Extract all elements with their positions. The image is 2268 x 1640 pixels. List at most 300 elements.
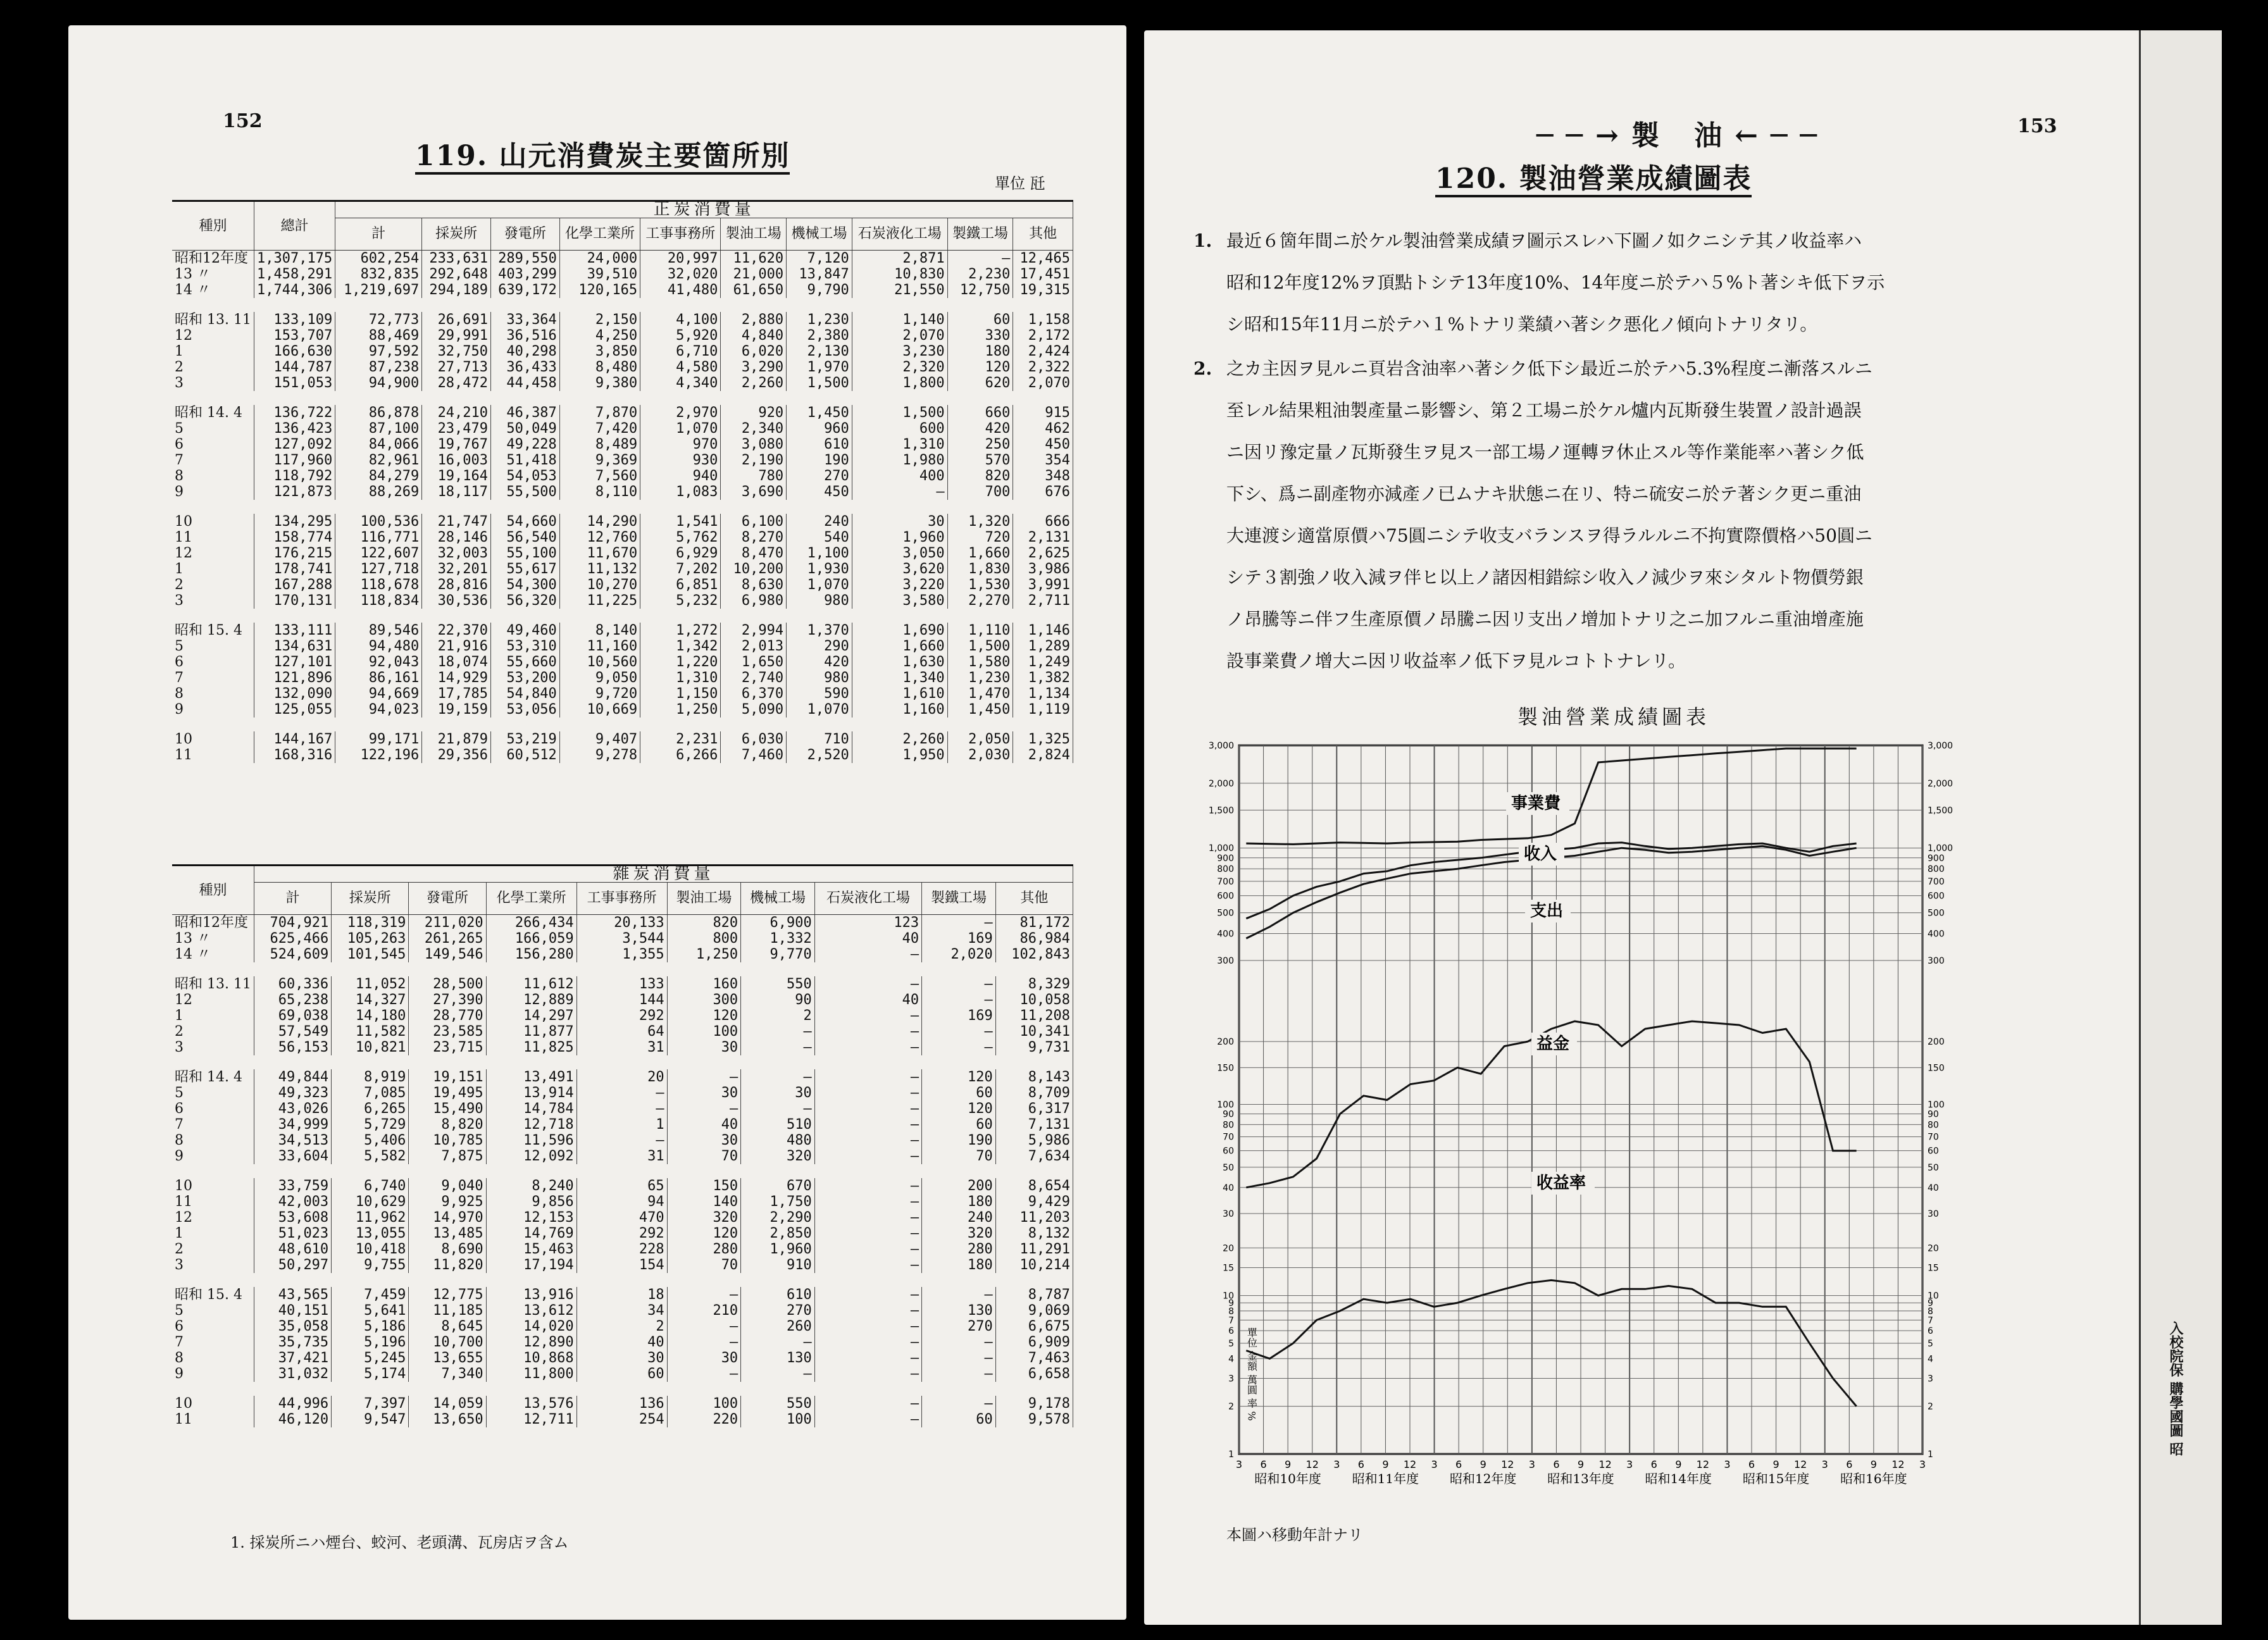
table-cell: 8,470 (721, 545, 787, 561)
group-header-regular: 正炭消費量 (335, 201, 1073, 218)
table-cell: — (814, 1287, 921, 1303)
table-cell: 920 (721, 405, 787, 421)
table-cell: 1,530 (947, 577, 1013, 593)
table-cell: 144,787 (254, 359, 335, 375)
table-cell: — (741, 1040, 815, 1055)
table-cell: 1,744,306 (254, 282, 335, 298)
table-cell: 100,536 (335, 514, 422, 530)
y-tick-label: 60 (1223, 1146, 1234, 1157)
table-cell: — (922, 1287, 996, 1303)
table-cell: 7,340 (409, 1366, 486, 1382)
table-cell: 550 (741, 1396, 815, 1412)
table-cell: 54,053 (491, 468, 560, 484)
y-tick-label-right: 8 (1928, 1306, 1933, 1317)
y-tick-label-right: 90 (1928, 1109, 1939, 1120)
table-cell: 56,320 (491, 593, 560, 609)
table-cell: 8,480 (559, 359, 640, 375)
table-cell: 55,617 (491, 561, 560, 577)
table-cell: 29,991 (422, 328, 491, 344)
table-cell: 3,620 (852, 561, 947, 577)
table-cell: 292 (576, 1008, 667, 1024)
col-m-2: 發電所 (409, 883, 486, 915)
x-tick-label: 9 (1675, 1458, 1682, 1470)
table-cell: 1,980 (852, 452, 947, 468)
table-cell: 160 (667, 976, 741, 992)
table-cell: 2,190 (721, 452, 787, 468)
table-cell: 280 (922, 1241, 996, 1257)
table-row (172, 328, 1073, 344)
row-label: 9 (172, 1148, 254, 1164)
table-cell: 8,654 (995, 1178, 1073, 1194)
row-label: 11 (172, 747, 254, 763)
table-cell: 1,500 (947, 638, 1013, 654)
table-cell: 9,407 (559, 731, 640, 747)
table-cell: 1,250 (640, 702, 721, 718)
table-cell: 980 (787, 670, 852, 686)
table-cell: 480 (741, 1133, 815, 1148)
table-cell: 92,043 (335, 654, 422, 670)
col-m-9: 其他 (995, 883, 1073, 915)
table-cell: 1,630 (852, 654, 947, 670)
table-cell: 1,500 (787, 375, 852, 391)
table-cell: 30 (576, 1350, 667, 1366)
y-tick-label-right: 2 (1928, 1401, 1933, 1412)
table-cell: 1,930 (787, 561, 852, 577)
table-cell: 610 (741, 1287, 815, 1303)
x-tick-label: 3 (1431, 1458, 1438, 1470)
table-cell: 670 (741, 1178, 815, 1194)
table-cell: 1,970 (787, 359, 852, 375)
y-tick-label: 300 (1217, 956, 1234, 966)
table-cell: 9,380 (559, 375, 640, 391)
col-m-3: 化學工業所 (486, 883, 576, 915)
table-cell: 290 (787, 638, 852, 654)
table-cell: 8,787 (995, 1287, 1073, 1303)
table-row (172, 1101, 1073, 1117)
table-cell: 10,418 (332, 1241, 409, 1257)
table-cell: 94,480 (335, 638, 422, 654)
table-cell: 550 (741, 976, 815, 992)
table-cell: 180 (947, 344, 1013, 359)
table-cell: 97,592 (335, 344, 422, 359)
table-row (172, 468, 1073, 484)
table-cell: 61,650 (721, 282, 787, 298)
table-cell: 13,491 (486, 1069, 576, 1085)
table-row (172, 931, 1073, 947)
row-label: 10 (172, 514, 254, 530)
table-cell: 9,578 (995, 1412, 1073, 1427)
paragraph-line: 大連渡シ適當原價ハ75圓ニシテ收支バランスヲ得ラルルニ不拘實際價格ハ50圓ニ (1226, 525, 1872, 546)
col-m-4: 工事事務所 (576, 883, 667, 915)
table-cell: 53,310 (491, 638, 560, 654)
table-cell: 1,960 (741, 1241, 815, 1257)
table-cell: 2,380 (787, 328, 852, 344)
table-cell: 116,771 (335, 530, 422, 545)
table-cell: 144,167 (254, 731, 335, 747)
table-cell: 11,670 (559, 545, 640, 561)
table-cell: — (814, 1101, 921, 1117)
table-cell: 1,342 (640, 638, 721, 654)
table-cell: 16,003 (422, 452, 491, 468)
table-cell: 8,240 (486, 1178, 576, 1194)
table-cell: 65 (576, 1178, 667, 1194)
table-row (172, 1178, 1073, 1194)
table-cell: 10,560 (559, 654, 640, 670)
table-cell: 49,228 (491, 437, 560, 452)
table-row (172, 545, 1073, 561)
row-label: 2 (172, 359, 254, 375)
table-cell: — (576, 1101, 667, 1117)
row-label: 昭和12年度 (172, 251, 254, 267)
table-cell: 3,986 (1013, 561, 1073, 577)
table-cell: — (814, 1085, 921, 1101)
col-m-0: 計 (254, 883, 331, 915)
table-cell: 7,875 (409, 1148, 486, 1164)
table-row (172, 1241, 1073, 1257)
table-cell: 105,263 (332, 931, 409, 947)
table-cell: 1,146 (1013, 623, 1073, 638)
y-tick-label: 800 (1217, 864, 1234, 875)
row-label: 3 (172, 375, 254, 391)
table-cell: 30 (667, 1350, 741, 1366)
table-cell: 153,707 (254, 328, 335, 344)
table-cell: — (576, 1133, 667, 1148)
table-cell: 28,816 (422, 577, 491, 593)
table-cell: 7,131 (995, 1117, 1073, 1133)
row-label: 昭和 13. 11 (172, 976, 254, 992)
spacer-row (172, 609, 1073, 623)
table-cell: 28,500 (409, 976, 486, 992)
table-cell: 5,245 (332, 1350, 409, 1366)
table-cell: 118,792 (254, 468, 335, 484)
table-row (172, 638, 1073, 654)
chart-section-title-text: 120. 製油營業成績圖表 (1435, 163, 1752, 197)
table-cell: 11,132 (559, 561, 640, 577)
table-cell: 8,329 (995, 976, 1073, 992)
table-cell: 133,111 (254, 623, 335, 638)
table-cell: — (741, 1024, 815, 1040)
table-cell: 1,960 (852, 530, 947, 545)
table-cell: 87,238 (335, 359, 422, 375)
table-cell: 10,214 (995, 1257, 1073, 1273)
table-cell: 88,269 (335, 484, 422, 500)
table-cell: 11,820 (409, 1257, 486, 1273)
table-cell: 120,165 (559, 282, 640, 298)
table-cell: 600 (852, 421, 947, 437)
table-cell: 12,890 (486, 1334, 576, 1350)
col-r-6: 機械工場 (787, 218, 852, 251)
table-cell: 19,767 (422, 437, 491, 452)
table-cell: 450 (787, 484, 852, 500)
table-row (172, 1257, 1073, 1273)
table-row (172, 282, 1073, 298)
table-cell: 41,480 (640, 282, 721, 298)
x-tick-label: 3 (1333, 1458, 1340, 1470)
paragraph-line: 至レル結果粗油製產量ニ影響シ、第２工場ニ於ケル爐内瓦斯發生裝置ノ設計過誤 (1226, 400, 1862, 421)
table-cell: 292 (576, 1226, 667, 1241)
table-cell: 9,069 (995, 1303, 1073, 1319)
table-cell: 2,320 (852, 359, 947, 375)
table-cell: 87,100 (335, 421, 422, 437)
table-cell: 156,280 (486, 947, 576, 962)
table-cell: 11,185 (409, 1303, 486, 1319)
table-cell: 31 (576, 1148, 667, 1164)
table-row (172, 1366, 1073, 1382)
table-cell: 1,083 (640, 484, 721, 500)
table-cell: 5,641 (332, 1303, 409, 1319)
table-cell: 3,850 (559, 344, 640, 359)
row-label: 10 (172, 1178, 254, 1194)
row-label: 7 (172, 1117, 254, 1133)
table-cell: 930 (640, 452, 721, 468)
table-cell: 94,669 (335, 686, 422, 702)
table-cell: 11,208 (995, 1008, 1073, 1024)
row-label: 12 (172, 992, 254, 1008)
x-tick-label: 6 (1553, 1458, 1560, 1470)
table-cell: 8,645 (409, 1319, 486, 1334)
table-cell: 94,900 (335, 375, 422, 391)
footnote: 1. 採炭所ニハ煙台、蛟河、老頭溝、瓦房店ヲ含ム (230, 1534, 569, 1551)
table-cell: 1,070 (640, 421, 721, 437)
table-cell: — (814, 1257, 921, 1273)
table-cell: 12,775 (409, 1287, 486, 1303)
table-cell: 11,800 (486, 1366, 576, 1382)
table-cell: 270 (922, 1319, 996, 1334)
y-tick-label-right: 1,000 (1928, 843, 1953, 854)
table-cell: 34 (576, 1303, 667, 1319)
table-cell: 53,056 (491, 702, 560, 718)
table-cell: 710 (787, 731, 852, 747)
row-label: 昭和 13. 11 (172, 312, 254, 328)
table-cell: 5,090 (721, 702, 787, 718)
table-cell: 20 (576, 1069, 667, 1085)
table-cell: 13,914 (486, 1085, 576, 1101)
row-label: 昭和 15. 4 (172, 623, 254, 638)
table-cell: 10,341 (995, 1024, 1073, 1040)
x-year-label: 昭和13年度 (1547, 1471, 1614, 1486)
y-tick-label-right: 800 (1928, 864, 1945, 875)
table-cell: 2,013 (721, 638, 787, 654)
table-cell: 12,153 (486, 1210, 576, 1226)
row-label: 昭和12年度 (172, 915, 254, 931)
table-row (172, 1210, 1073, 1226)
spacer-cell (172, 298, 1073, 312)
table-cell: 280 (667, 1241, 741, 1257)
table-cell: 43,026 (254, 1101, 331, 1117)
table-cell: 1,119 (1013, 702, 1073, 718)
table-cell: 524,609 (254, 947, 331, 962)
table-cell: 9,856 (486, 1194, 576, 1210)
table-cell: 31 (576, 1040, 667, 1055)
table-cell: 9,369 (559, 452, 640, 468)
table-cell: 1,249 (1013, 654, 1073, 670)
table-cell: 2,290 (741, 1210, 815, 1226)
table-cell: 1,219,697 (335, 282, 422, 298)
table-cell: 23,715 (409, 1040, 486, 1055)
table-cell: 625,466 (254, 931, 331, 947)
table-cell: 60,336 (254, 976, 331, 992)
table-cell: 166,630 (254, 344, 335, 359)
table-cell: 88,469 (335, 328, 422, 344)
table-cell: 620 (947, 375, 1013, 391)
table-cell: 39,510 (559, 266, 640, 282)
table-row (172, 405, 1073, 421)
table-row (172, 1008, 1073, 1024)
table-cell: 21,000 (721, 266, 787, 282)
table-row (172, 312, 1073, 328)
spacer-row (172, 391, 1073, 405)
table-cell: 3,050 (852, 545, 947, 561)
table-cell: 122,607 (335, 545, 422, 561)
table-cell: — (922, 915, 996, 931)
table-cell: 1,289 (1013, 638, 1073, 654)
table-cell: — (922, 1040, 996, 1055)
table-cell: 2,030 (947, 747, 1013, 763)
paragraph-line: 之カ主因ヲ見ルニ頁岩含油率ハ著シク低下シ最近ニ於テハ5.3%程度ニ漸落スルニ (1226, 358, 1872, 379)
table-cell: 354 (1013, 452, 1073, 468)
table-cell: 170,131 (254, 593, 335, 609)
table-cell: 10,058 (995, 992, 1073, 1008)
table-cell: 28,146 (422, 530, 491, 545)
table-cell: 32,750 (422, 344, 491, 359)
table-cell: 780 (721, 468, 787, 484)
row-label: 1 (172, 561, 254, 577)
table-cell: 70 (667, 1148, 741, 1164)
table-cell: 6,265 (332, 1101, 409, 1117)
table-cell: 120 (667, 1008, 741, 1024)
table-cell: 130 (922, 1303, 996, 1319)
table-cell: 130 (741, 1350, 815, 1366)
table-cell: 1,332 (741, 931, 815, 947)
row-label: 8 (172, 686, 254, 702)
table-cell: 42,003 (254, 1194, 331, 1210)
y-tick-label: 9 (1228, 1298, 1234, 1309)
y-tick-label-right: 300 (1928, 956, 1945, 966)
table-cell: 228 (576, 1241, 667, 1257)
table-cell: 100 (667, 1024, 741, 1040)
table-cell: 40,298 (491, 344, 560, 359)
table-cell: 1,750 (741, 1194, 815, 1210)
col-type: 種別 (172, 201, 254, 251)
table-cell: 140 (667, 1194, 741, 1210)
table-cell: 53,200 (491, 670, 560, 686)
y-tick-label: 400 (1217, 929, 1234, 940)
table-cell: 4,100 (640, 312, 721, 328)
table-cell: — (814, 1148, 921, 1164)
table-cell: 2,230 (947, 266, 1013, 282)
table-cell: 49,844 (254, 1069, 331, 1085)
x-tick-label: 3 (1919, 1458, 1926, 1470)
table-cell: 7,460 (721, 747, 787, 763)
table-cell: 5,986 (995, 1133, 1073, 1148)
table-cell: 820 (667, 915, 741, 931)
table-cell: 2,625 (1013, 545, 1073, 561)
row-label: 6 (172, 654, 254, 670)
row-label: 11 (172, 530, 254, 545)
table-cell: — (741, 1334, 815, 1350)
row-label: 8 (172, 468, 254, 484)
x-tick-label: 9 (1773, 1458, 1779, 1470)
table-row (172, 1396, 1073, 1412)
table-cell: 22,370 (422, 623, 491, 638)
table-cell: 6,658 (995, 1366, 1073, 1382)
paragraph-line: シ昭和15年11月ニ於テハ１%トナリ業績ハ著シク悪化ノ傾向トナリタリ。 (1226, 314, 1818, 335)
y-tick-label: 40 (1223, 1183, 1234, 1193)
table-cell: 1,610 (852, 686, 947, 702)
table-cell: 150 (667, 1178, 741, 1194)
row-label: 2 (172, 577, 254, 593)
table-cell: 18 (576, 1287, 667, 1303)
y-tick-label: 3,000 (1208, 741, 1234, 751)
y-tick-label-right: 60 (1928, 1146, 1939, 1157)
table-cell: 7,202 (640, 561, 721, 577)
col-m-7: 石炭液化工場 (814, 883, 921, 915)
table-cell: 6,740 (332, 1178, 409, 1194)
x-tick-label: 6 (1260, 1458, 1267, 1470)
table-cell: 8,919 (332, 1069, 409, 1085)
table-cell: — (814, 1241, 921, 1257)
table-cell: 154 (576, 1257, 667, 1273)
table-cell: 403,299 (491, 266, 560, 282)
table-cell: 70 (667, 1257, 741, 1273)
table-cell: 11,877 (486, 1024, 576, 1040)
table-cell: 121,896 (254, 670, 335, 686)
y-tick-label: 900 (1217, 853, 1234, 864)
table-cell: 9,755 (332, 1257, 409, 1273)
row-label: 8 (172, 1350, 254, 1366)
table-cell: 17,194 (486, 1257, 576, 1273)
table-cell: 2,050 (947, 731, 1013, 747)
table-cell: 1,230 (787, 312, 852, 328)
table-cell: 120 (922, 1101, 996, 1117)
table-cell: — (741, 1366, 815, 1382)
table-cell: — (667, 1334, 741, 1350)
table-cell: 5,196 (332, 1334, 409, 1350)
y-tick-label: 1 (1228, 1450, 1234, 1460)
table-cell: 8,709 (995, 1085, 1073, 1101)
table-cell: — (814, 1178, 921, 1194)
table-cell: 602,254 (335, 251, 422, 267)
table-cell: 12,718 (486, 1117, 576, 1133)
table-cell: 69,038 (254, 1008, 331, 1024)
spacer-cell (172, 962, 1073, 976)
table-cell: 2,172 (1013, 328, 1073, 344)
y-tick-label-right: 500 (1928, 908, 1945, 919)
row-label: 1 (172, 1008, 254, 1024)
table-cell: 11,825 (486, 1040, 576, 1055)
col-r-7: 石炭液化工場 (852, 218, 947, 251)
col-type-2: 種別 (172, 866, 254, 915)
row-label: 2 (172, 1024, 254, 1040)
table-cell: 94,023 (335, 702, 422, 718)
table-cell: 60 (922, 1117, 996, 1133)
table-cell: 86,161 (335, 670, 422, 686)
table-cell: 320 (922, 1226, 996, 1241)
paragraph-line: 最近６箇年間ニ於ケル製油營業成績ヲ圖示スレハ下圖ノ如クニシテ其ノ收益率ハ (1226, 230, 1862, 251)
table-cell: 70 (922, 1148, 996, 1164)
table-row (172, 1350, 1073, 1366)
table-cell: 134,631 (254, 638, 335, 654)
table-cell: 8,489 (559, 437, 640, 452)
x-tick-label: 9 (1870, 1458, 1877, 1470)
table-cell: 5,582 (332, 1148, 409, 1164)
table-row (172, 1069, 1073, 1085)
table-row (172, 731, 1073, 747)
paragraph-2 (1193, 348, 1872, 682)
table-cell: 240 (787, 514, 852, 530)
x-tick-label: 12 (1793, 1458, 1807, 1470)
table-row (172, 623, 1073, 638)
